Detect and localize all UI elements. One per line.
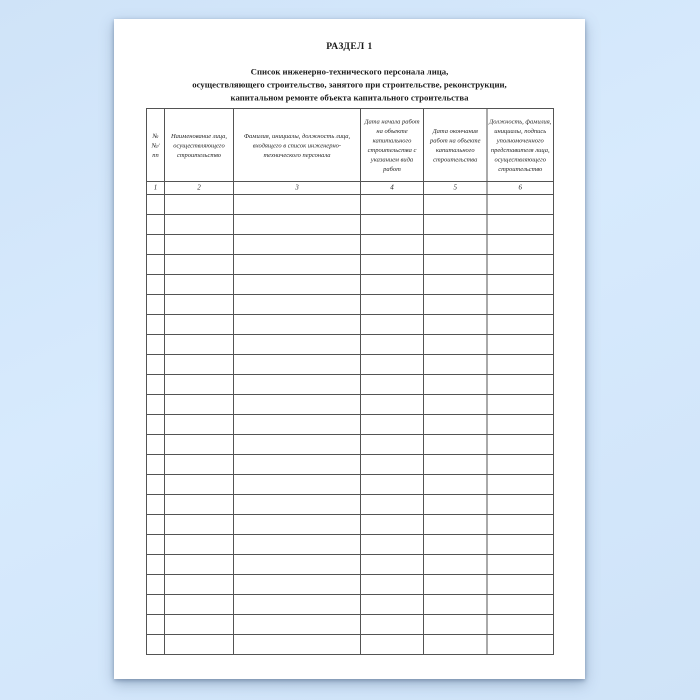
table-cell xyxy=(424,395,488,415)
table-row xyxy=(147,235,554,255)
table-row xyxy=(147,455,554,475)
table-cell xyxy=(234,355,361,375)
table-row xyxy=(147,555,554,575)
table-cell xyxy=(147,295,165,315)
table-cell xyxy=(361,415,424,435)
table-cell xyxy=(487,475,554,495)
table-cell xyxy=(165,355,234,375)
table-cell xyxy=(234,255,361,275)
table-cell xyxy=(424,455,488,475)
table-cell xyxy=(361,295,424,315)
table-cell xyxy=(165,275,234,295)
table-cell xyxy=(147,275,165,295)
table-cell xyxy=(487,455,554,475)
table-row xyxy=(147,335,554,355)
column-header-end-date: Дата окончания работ на объекте капитального строительства xyxy=(424,109,488,182)
personnel-table xyxy=(146,108,554,655)
table-cell xyxy=(147,255,165,275)
table-cell xyxy=(165,635,234,655)
table-cell xyxy=(487,375,554,395)
table-cell xyxy=(234,575,361,595)
table-cell xyxy=(487,535,554,555)
table-cell xyxy=(147,335,165,355)
table-cell xyxy=(487,315,554,335)
table-row xyxy=(147,315,554,335)
table-cell xyxy=(487,335,554,355)
table-row xyxy=(147,635,554,655)
table-cell xyxy=(234,335,361,355)
table-cell xyxy=(147,395,165,415)
table-cell xyxy=(147,235,165,255)
table-cell xyxy=(487,195,554,215)
table-cell xyxy=(165,215,234,235)
table-cell xyxy=(361,335,424,355)
table-cell xyxy=(487,275,554,295)
table-cell xyxy=(487,255,554,275)
table-cell xyxy=(487,355,554,375)
table-cell xyxy=(424,615,488,635)
table-cell xyxy=(234,595,361,615)
table-row xyxy=(147,515,554,535)
table-cell xyxy=(487,435,554,455)
column-number: 1 xyxy=(147,182,165,195)
table-cell xyxy=(361,535,424,555)
table-cell xyxy=(361,495,424,515)
table-cell xyxy=(424,295,488,315)
table-cell xyxy=(424,575,488,595)
column-header-representative: Должность, фамилия, инициалы, подпись уполномоченного представителя лица, осуществляющего строительство xyxy=(487,109,554,182)
table-cell xyxy=(147,315,165,335)
table-row xyxy=(147,295,554,315)
table-cell xyxy=(165,375,234,395)
table-cell xyxy=(361,455,424,475)
table-cell xyxy=(165,295,234,315)
table-body xyxy=(147,195,554,655)
column-header-start-date: Дата начала работ на объекте капитального строительства с указанием вида работ xyxy=(361,109,424,182)
table-cell xyxy=(165,515,234,535)
table-cell xyxy=(147,195,165,215)
table-cell xyxy=(165,235,234,255)
table-cell xyxy=(361,615,424,635)
table-cell xyxy=(424,195,488,215)
table-cell xyxy=(487,615,554,635)
table-cell xyxy=(147,535,165,555)
table-cell xyxy=(165,335,234,355)
table-cell xyxy=(487,635,554,655)
table-row xyxy=(147,595,554,615)
table-cell xyxy=(234,475,361,495)
section-title: РАЗДЕЛ 1 xyxy=(326,41,373,52)
table-cell xyxy=(424,495,488,515)
table-cell xyxy=(147,455,165,475)
table-cell xyxy=(361,475,424,495)
column-number: 4 xyxy=(361,182,424,195)
table-cell xyxy=(424,235,488,255)
table-cell xyxy=(234,315,361,335)
table-cell xyxy=(424,635,488,655)
table-cell xyxy=(361,195,424,215)
table-cell xyxy=(361,395,424,415)
table-cell xyxy=(361,515,424,535)
table-cell xyxy=(165,435,234,455)
column-number: 5 xyxy=(424,182,488,195)
table-cell xyxy=(147,375,165,395)
table-cell xyxy=(361,635,424,655)
table-cell xyxy=(165,475,234,495)
table-row xyxy=(147,435,554,455)
table-cell xyxy=(165,415,234,435)
table-cell xyxy=(487,555,554,575)
table-header-row xyxy=(147,109,554,182)
table-cell xyxy=(424,535,488,555)
table-cell xyxy=(487,215,554,235)
table-row xyxy=(147,275,554,295)
table-cell xyxy=(165,575,234,595)
document-title-line: осуществляющего строительство, занятого при строительстве, реконструкции, xyxy=(192,79,507,90)
table-row xyxy=(147,395,554,415)
table-cell xyxy=(234,635,361,655)
table-cell xyxy=(165,615,234,635)
document-title-line: капитальном ремонте объекта капитального строительства xyxy=(230,92,469,103)
table-row xyxy=(147,195,554,215)
table-cell xyxy=(234,535,361,555)
table-cell xyxy=(165,535,234,555)
document-title-line: Список инженерно-технического персонала лица, xyxy=(250,66,449,77)
table-cell xyxy=(361,555,424,575)
table-cell xyxy=(361,575,424,595)
table-row xyxy=(147,215,554,235)
table-cell xyxy=(487,575,554,595)
table-cell xyxy=(424,275,488,295)
table-cell xyxy=(361,375,424,395)
table-cell xyxy=(234,415,361,435)
table-cell xyxy=(361,435,424,455)
table-cell xyxy=(147,515,165,535)
table-cell xyxy=(424,435,488,455)
document-page xyxy=(114,19,585,679)
table-cell xyxy=(234,435,361,455)
table-cell xyxy=(147,435,165,455)
table-cell xyxy=(234,495,361,515)
table-cell xyxy=(424,355,488,375)
table-row xyxy=(147,535,554,555)
table-cell xyxy=(234,615,361,635)
table-row xyxy=(147,255,554,275)
table-cell xyxy=(424,255,488,275)
table-cell xyxy=(165,595,234,615)
table-cell xyxy=(234,275,361,295)
column-number: 6 xyxy=(487,182,554,195)
table-cell xyxy=(487,295,554,315)
table-cell xyxy=(234,555,361,575)
table-cell xyxy=(147,575,165,595)
table-cell xyxy=(361,355,424,375)
table-cell xyxy=(147,415,165,435)
table-row xyxy=(147,615,554,635)
table-cell xyxy=(165,315,234,335)
table-cell xyxy=(165,255,234,275)
table-cell xyxy=(424,375,488,395)
table-cell xyxy=(234,215,361,235)
table-cell xyxy=(147,635,165,655)
table-cell xyxy=(424,415,488,435)
table-cell xyxy=(234,395,361,415)
table-cell xyxy=(165,455,234,475)
table-cell xyxy=(361,315,424,335)
table-row xyxy=(147,495,554,515)
table-cell xyxy=(234,375,361,395)
table-cell xyxy=(361,595,424,615)
column-number: 2 xyxy=(165,182,234,195)
table-cell xyxy=(487,495,554,515)
table-row xyxy=(147,575,554,595)
table-cell xyxy=(361,255,424,275)
table-cell xyxy=(424,315,488,335)
table-cell xyxy=(424,335,488,355)
table-cell xyxy=(234,295,361,315)
column-header-person-name: Фамилия, инициалы, должность лица, входящего в список инженерно-технического персонала xyxy=(234,109,361,182)
table-cell xyxy=(487,395,554,415)
column-numbers-row xyxy=(147,182,554,195)
document-title xyxy=(114,65,585,104)
table-row xyxy=(147,375,554,395)
table-cell xyxy=(147,595,165,615)
table-cell xyxy=(487,415,554,435)
column-number: 3 xyxy=(234,182,361,195)
table-cell xyxy=(147,215,165,235)
column-header-number: №№/ пп xyxy=(147,109,165,182)
table-row xyxy=(147,355,554,375)
table-cell xyxy=(424,515,488,535)
table-cell xyxy=(487,235,554,255)
table-cell xyxy=(147,475,165,495)
table-cell xyxy=(424,215,488,235)
table-cell xyxy=(234,235,361,255)
table-cell xyxy=(234,455,361,475)
table-cell xyxy=(165,395,234,415)
table-cell xyxy=(147,615,165,635)
table-cell xyxy=(361,215,424,235)
table-row xyxy=(147,475,554,495)
table-cell xyxy=(424,555,488,575)
table-cell xyxy=(165,555,234,575)
table-cell xyxy=(147,355,165,375)
table-cell xyxy=(147,555,165,575)
table-row xyxy=(147,415,554,435)
table-cell xyxy=(424,595,488,615)
table-cell xyxy=(361,235,424,255)
column-header-builder-name: Наименование лица, осуществляющего строительство xyxy=(165,109,234,182)
table-cell xyxy=(361,275,424,295)
table-cell xyxy=(165,495,234,515)
table-cell xyxy=(424,475,488,495)
table-cell xyxy=(165,195,234,215)
table-cell xyxy=(487,595,554,615)
table-cell xyxy=(234,515,361,535)
table-cell xyxy=(487,515,554,535)
table-cell xyxy=(234,195,361,215)
table-cell xyxy=(147,495,165,515)
